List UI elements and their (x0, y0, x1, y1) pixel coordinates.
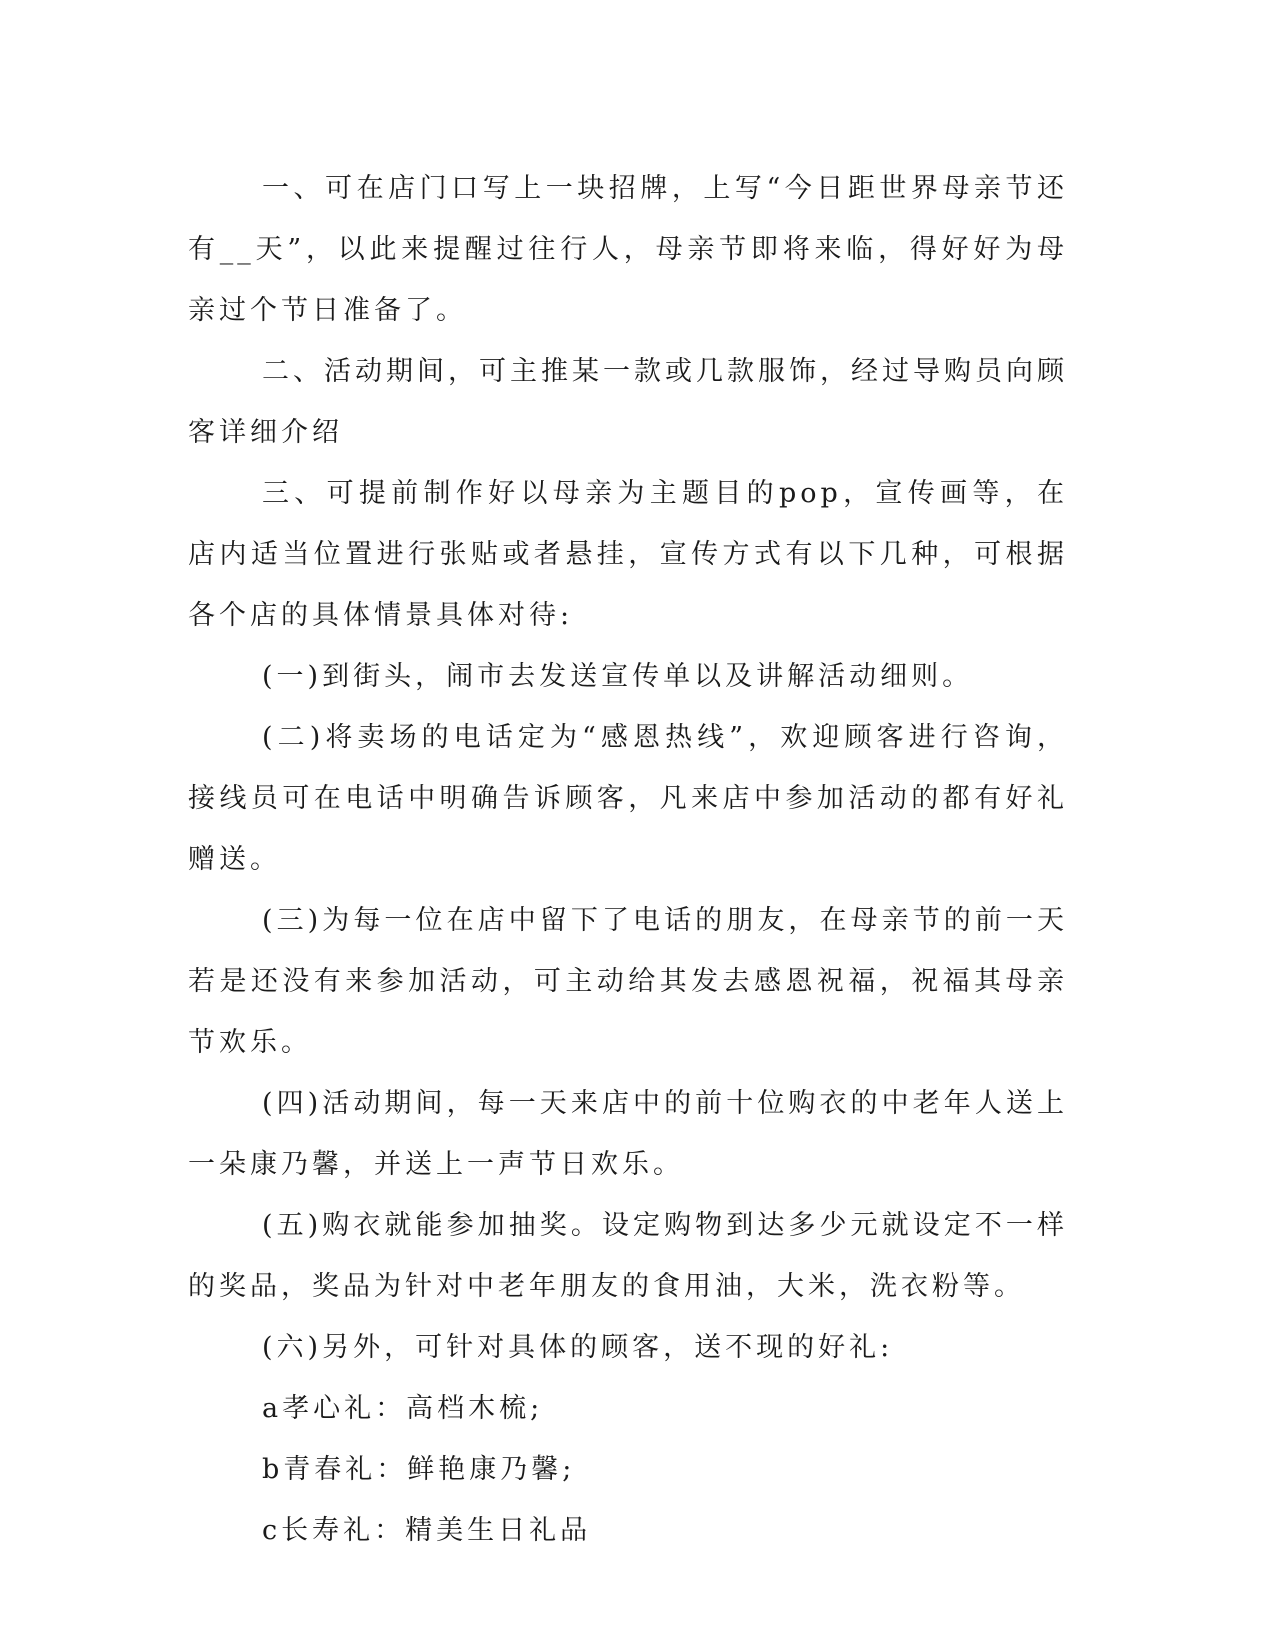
paragraph-3: 三、可提前制作好以母亲为主题目的pop，宣传画等，在店内适当位置进行张贴或者悬挂，宣传方式有以下几种，可根据各个店的具体情景具体对待: (188, 478, 1068, 631)
gift-item-c: c长寿礼：精美生日礼品 (262, 1515, 592, 1546)
paragraph-2: 二、活动期间，可主推某一款或几款服饰，经过导购员向顾客详细介绍 (188, 356, 1068, 448)
list-item-5: (五)购衣就能参加抽奖。设定购物到达多少元就设定不一样的奖品，奖品为针对中老年朋友的食用油，大米，洗衣粉等。 (188, 1210, 1068, 1302)
document-body (188, 158, 1068, 1561)
list-item-1: (一)到街头，闹市去发送宣传单以及讲解活动细则。 (262, 661, 974, 692)
paragraph-1: 一、可在店门口写上一块招牌，上写“今日距世界母亲节还有__天”，以此来提醒过往行人，母亲节即将来临，得好好为母亲过个节日准备了。 (188, 173, 1068, 326)
gift-item-a: a孝心礼：高档木梳; (262, 1393, 544, 1424)
list-item-6: (六)另外，可针对具体的顾客，送不现的好礼: (262, 1332, 894, 1363)
list-item-3: (三)为每一位在店中留下了电话的朋友，在母亲节的前一天若是还没有来参加活动，可主动给其发去感恩祝福，祝福其母亲节欢乐。 (188, 905, 1068, 1058)
list-item-2: (二)将卖场的电话定为“感恩热线”，欢迎顾客进行咨询，接线员可在电话中明确告诉顾客，凡来店中参加活动的都有好礼赠送。 (188, 722, 1068, 875)
gift-item-b: b青春礼：鲜艳康乃馨; (262, 1454, 576, 1485)
list-item-4: (四)活动期间，每一天来店中的前十位购衣的中老年人送上一朵康乃馨，并送上一声节日欢乐。 (188, 1088, 1068, 1180)
